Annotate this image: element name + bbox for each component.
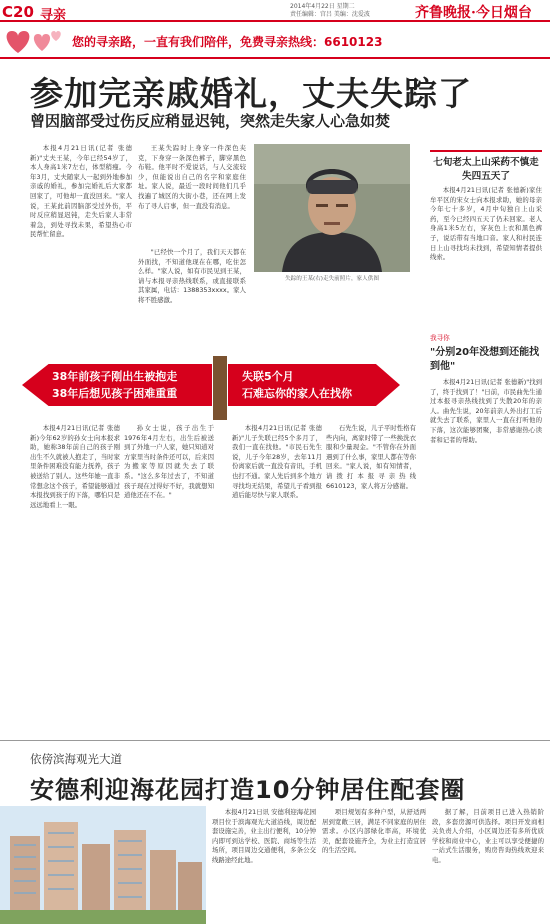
header-meta [290, 3, 410, 19]
ad-headline: 安德利迎海花园打造10分钟居住配套圈 [30, 776, 466, 804]
buildings-illustration [0, 806, 206, 924]
signpost-pole [213, 356, 227, 420]
left-sign-line-1: 38年前孩子刚出生被抱走 [52, 370, 178, 383]
sidebar-rule [430, 150, 542, 152]
section-name: 寻亲 [40, 8, 67, 23]
slogan-band [0, 24, 550, 56]
building-render-image [0, 806, 206, 924]
header-date: 2014年4月22日 星期二 [290, 3, 355, 10]
sidebar-tag-article: 本报4月21日讯(记者 张德新)"找到了，终于找到了！"日前，市民曲先生通过本报寻亲热线找到了失散20年的亲人。曲先生说，20年前亲人外出打工后就失去了联系，家里人一直在打听他的下落，这次能够团聚，非常感谢热心读者和记者的帮助。 [430, 378, 542, 444]
divider [0, 57, 550, 59]
left-sign-line-2: 38年后想见孩子困难重重 [52, 387, 178, 400]
lead-column-3: "已经快一个月了，我们天天都在外面找，不知道他现在在哪，吃住怎么样。"家人说，如有市民见到王某，请与本报寻亲热线联系，或直接联系其家属，电话：1388353xxxx。家人将不胜感激。 [138, 248, 246, 304]
lower-column-3: 本报4月21日讯(记者 张德新)"儿子失联已经5个多月了，我们一直在找他。"市民石先生说，儿子今年28岁，去年11月份离家后就一直没有音讯，手机也打不通。家人先后到多个地方寻找均无结果，希望儿子看到报道后能尽快与家人联系。 [232, 424, 322, 500]
sidebar-tag-headline: "分别20年没想到还能找到他" [430, 347, 540, 372]
lower-column-4: 石先生说，儿子平时性格有些内向，离家时带了一些换洗衣服和少量现金。"不管你在外面遇到了什么事，家里人都在等你回来。"家人说，如有知情者，请拨打本报寻亲热线6610123，家人将万分感谢。 [326, 424, 416, 490]
photo-caption: 失踪的王某(右)走失前照片，家人供图 [285, 276, 379, 282]
sidebar-headline: 七旬老太上山采药不慎走失四五天了 [433, 157, 539, 182]
ad-kicker: 依傍滨海观光大道 [30, 752, 122, 766]
header-editors: 责任编辑：宫吕 美编：沈爱波 [290, 11, 370, 18]
section-divider [0, 740, 550, 741]
right-sign-line-1: 失联5个月 [242, 370, 294, 383]
section-code: C20 [2, 3, 34, 21]
portrait-image [254, 144, 410, 272]
lead-headline: 参加完亲戚婚礼，丈夫失踪了 [30, 74, 472, 113]
lower-column-1: 本报4月21日讯(记者 张德新)今年62岁的孙女士向本报求助，她称38年前自己的孩子刚出生不久就被人抱走了，当时家里条件困难没有能力抚养，孩子被送给了别人。这些年她一直非常想念这个孩子，希望能够通过本报找到孩子的下落，哪怕只是远远地看上一眼。 [30, 424, 120, 509]
missing-person-photo [254, 144, 410, 272]
right-sign-line-2: 石难忘你的家人在找你 [242, 387, 352, 400]
lead-column-1: 本报4月21日讯(记者 张德新)"丈夫王某，今年已经54岁了，本人身高1米7左右，体型稍瘦。今年3月，丈夫随家人一起到外地参加亲戚的婚礼，参加完婚礼后大家都回家了，可他却一直没回来。"家人说，王某此前因脑部受过外伤，平时反应稍显迟钝，走失后家人非常着急，到处寻找未果，希望热心市民帮忙留意。 [30, 144, 132, 239]
hearts-icon [2, 26, 66, 56]
sidebar-tag: 我寻你 [430, 334, 450, 342]
ad-column-3: 据了解，目前项目已进入热销阶段，多套房源可供选择。项目开发商相关负责人介绍，小区周边还有多所优质学校和商业中心，业主可以享受便捷的一站式生活服务，购房咨询热线欢迎来电。 [432, 808, 544, 864]
lead-subhead: 曾因脑部受过伤反应稍显迟钝，突然走失家人心急如焚 [30, 112, 391, 130]
newspaper-brand: 齐鲁晚报·今日烟台 [415, 5, 532, 21]
page-header [0, 0, 550, 22]
hotline-slogan: 您的寻亲路，一直有我们陪伴，免费寻亲热线：6610123 [72, 35, 383, 49]
sidebar-article: 本报4月21日讯(记者 张德新)家住牟平区的宋女士向本报求助，她的母亲今年七十多岁，4月中旬独自上山采药，至今已经四五天了仍未回家。老人身高1米5左右，穿灰色上衣和黑色裤子，说话带有当地口音。家人和村民连日上山寻找均未找到，希望知情者提供线索。 [430, 186, 542, 262]
lower-column-2: 孙女士说，孩子出生于1976年4月左右，出生后被送到了外地一户人家，她只知道对方家里当时条件还可以，后来因为搬家等原因就失去了联系。"这么多年过去了，不知道孩子现在过得好不好，我就想知道他还在不在。" [124, 424, 214, 500]
ad-column-2: 项目规划有多种户型，从舒适两居到宽敞三居，满足不同家庭的居住需求。小区内部绿化率高，环境优美，配套设施齐全，为业主打造宜居的生活空间。 [322, 808, 426, 855]
lead-column-2: 王某失踪时上身穿一件深色夹克，下身穿一条深色裤子，脚穿黑色布鞋。他平时不爱说话，与人交流较少，但能说出自己的名字和家庭住址。家人说，最近一段时间他们几乎找遍了城区的大街小巷，还在网上发布了寻人启事，但一直没有消息。 [138, 144, 246, 210]
ad-column-1: 本报4月21日讯 安德利迎海花园项目位于滨海观光大道沿线，周边配套设施完善，业主出行便利，10分钟内即可到达学校、医院、商场等生活场所，项目周边交通便利，多条公交线路途经此地。 [212, 808, 316, 864]
